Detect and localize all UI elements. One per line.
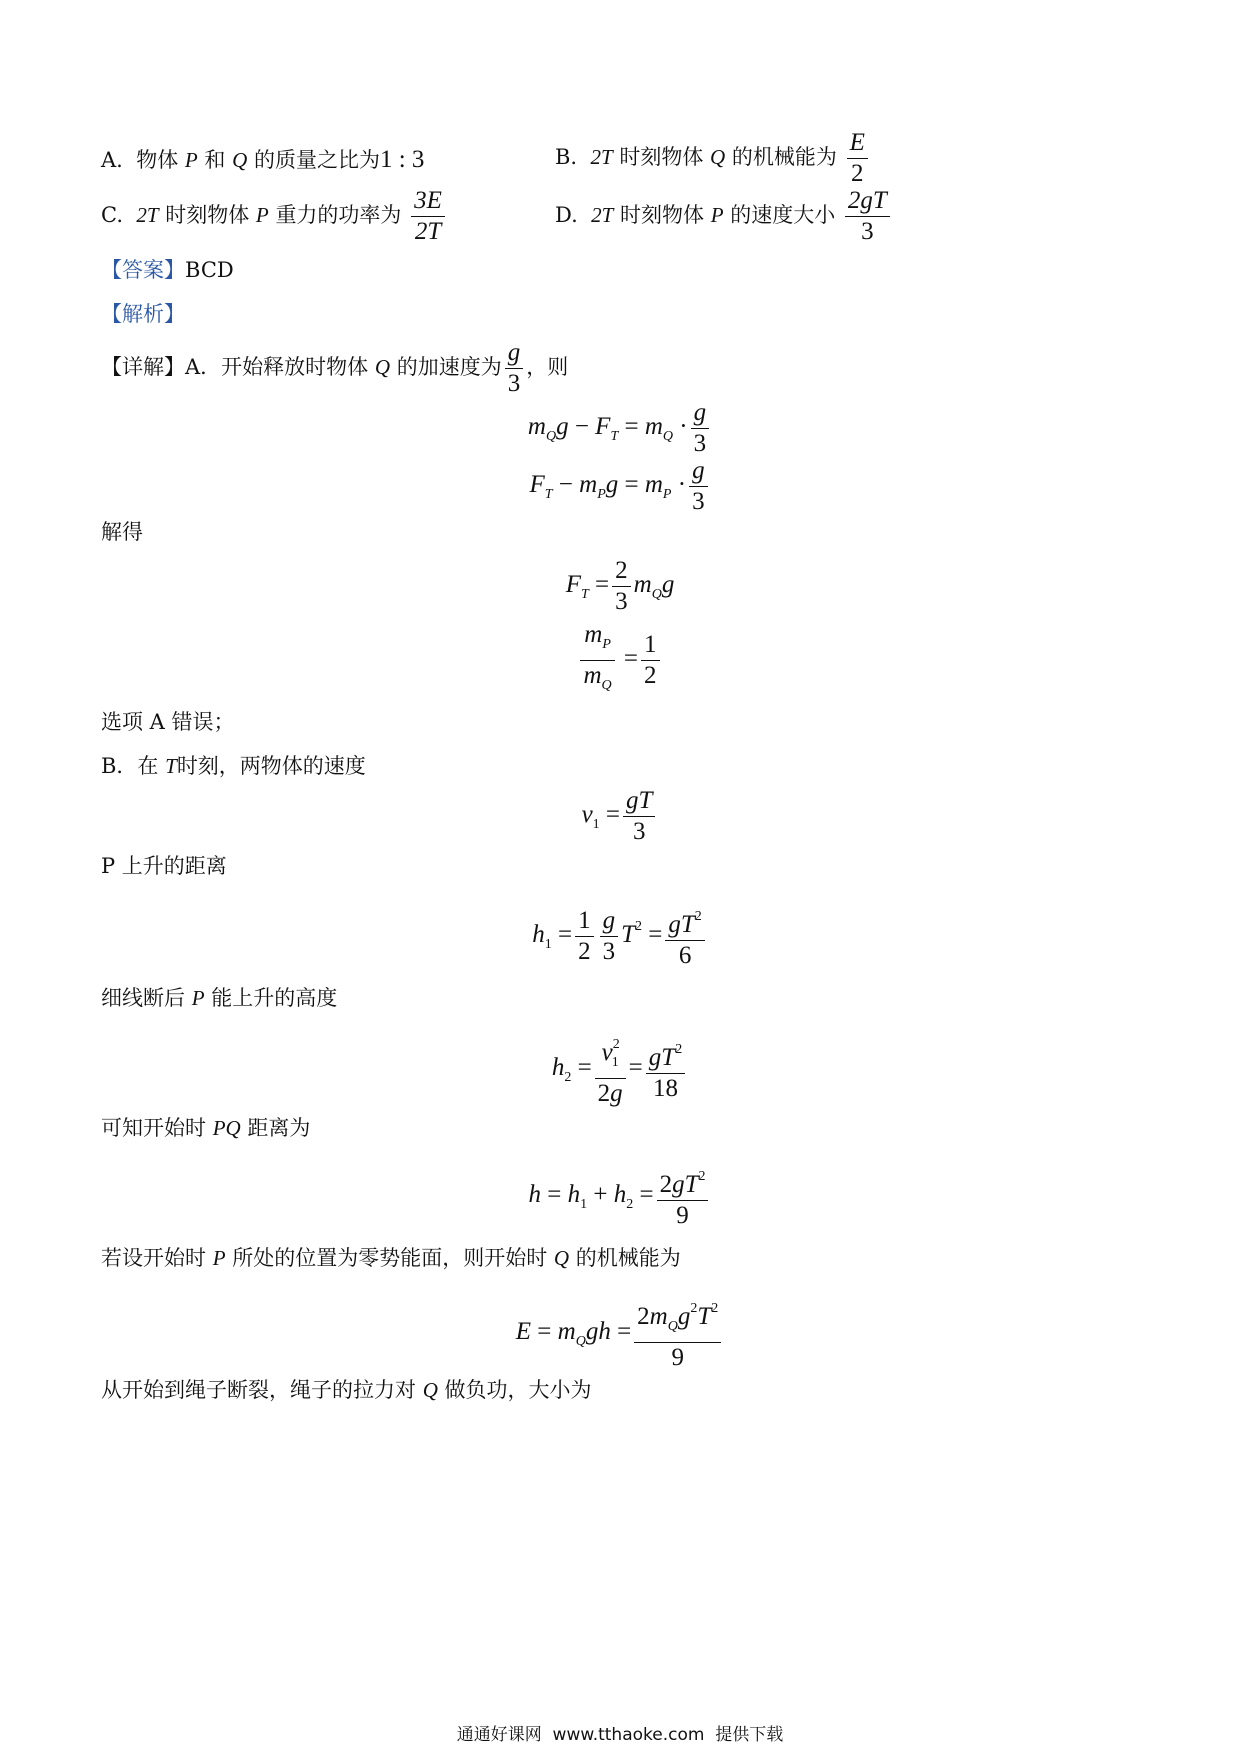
option-b-fraction: $\frac{E}{2}$ [847, 128, 868, 189]
after-cut-label: 细线断后 P 能上升的高度 [101, 986, 338, 1010]
equation-h1: $h_1$ = $\frac{1}{2}$ $\frac{g}{3}$ $T^2$ = $\frac{gT^2}{6}$ [0, 902, 1240, 971]
equation-q: $m_Qg - F_T = m_Q$ · $\frac{g}{3}$ [0, 398, 1240, 459]
equation-h2: $h_2$ = $\frac{v^2_1}{2g}$ = $\frac{gT^2}{18}$ [0, 1030, 1240, 1109]
option-a-wrong: 选项 A 错误； [101, 710, 235, 734]
footer-suffix: 提供下载 [715, 1725, 784, 1745]
equation-v1: $v_1$ = $\frac{gT}{3}$ [0, 786, 1240, 847]
answer-tag: 【答案】 [101, 258, 185, 282]
work-label: 从开始到绳子断裂，绳子的拉力对 Q 做负功，大小为 [101, 1378, 592, 1402]
detail-line: 【详解】A．开始释放时物体 Q 的加速度为 $\frac{g}{3}$ ，则 [101, 339, 569, 397]
option-d-fraction: $\frac{2gT}{3}$ [845, 186, 890, 247]
equation-h: $h = h_1 + h_2$ = $\frac{2gT^2}{9}$ [0, 1162, 1240, 1231]
solve-label: 解得 [101, 520, 143, 544]
option-a: A. 物体 P 和 Q 的质量之比为1 : 3 [101, 146, 425, 173]
option-d: D. 2T 时刻物体 P 的速度大小 $\frac{2gT}{3}$ [555, 186, 893, 247]
equation-p: $F_T - m_Pg = m_P$ · $\frac{g}{3}$ [0, 456, 1240, 517]
footer-url[interactable]: www.tthaoke.com [552, 1725, 705, 1745]
option-c-fraction: $\frac{3E}{2T}$ [411, 186, 445, 247]
option-c: C. 2T 时刻物体 P 重力的功率为 $\frac{3E}{2T}$ [101, 186, 448, 247]
equation-energy: $E = m_Qgh$ = $\frac{2m_Qg^2T^2}{9}$ [0, 1294, 1240, 1373]
equation-mass-ratio: $\frac{m_P}{m_Q}$ = $\frac{1}{2}$ [0, 620, 1240, 701]
answer-value: BCD [185, 258, 234, 282]
p-rise-label: P 上升的距离 [101, 854, 227, 878]
footer-site: 通通好课网 [456, 1725, 542, 1745]
page-footer [0, 1720, 1240, 1745]
zero-potential-label: 若设开始时 P 所处的位置为零势能面，则开始时 Q 的机械能为 [101, 1246, 681, 1270]
b-intro: B．在 T时刻，两物体的速度 [101, 754, 366, 778]
analysis-tag: 【解析】 [101, 302, 185, 326]
equation-tension: $F_T$ = $\frac{2}{3}$ $m_Qg$ [565, 557, 675, 615]
answer-line [101, 254, 234, 284]
accel-fraction: $\frac{g}{3}$ [505, 338, 524, 399]
option-b: B. 2T 时刻物体 Q 的机械能为 $\frac{E}{2}$ [555, 128, 871, 189]
pq-distance-label: 可知开始时 PQ 距离为 [101, 1116, 311, 1140]
